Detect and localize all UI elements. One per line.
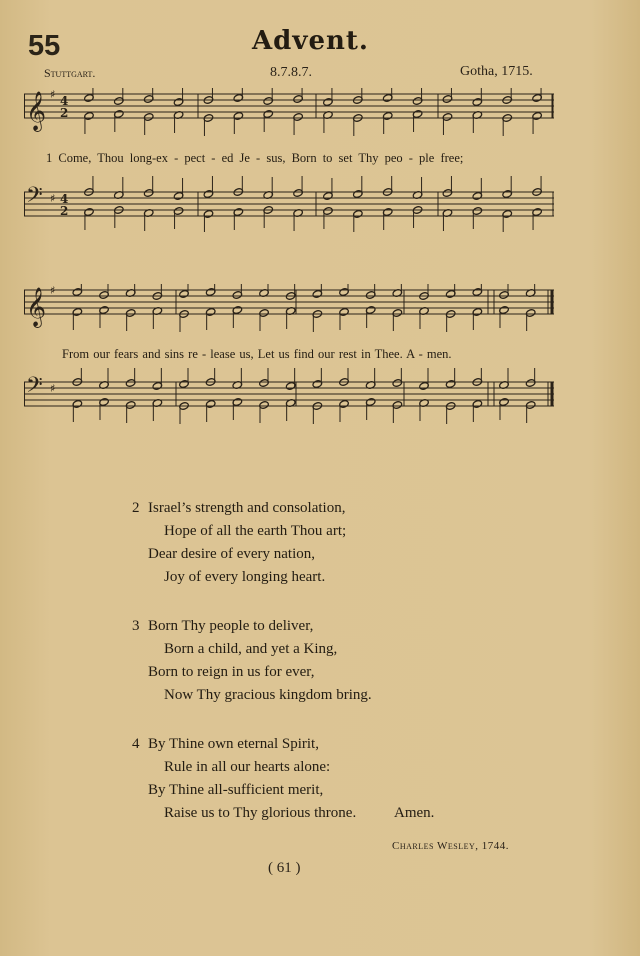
time-signature-glyph: 4 [60,94,69,108]
key-signature-sharp-icon: ♯ [50,192,56,205]
bass-clef-icon: 𝄢 [26,373,43,403]
staff-system-1-treble [24,88,556,144]
author-name: Charles Wesley, [392,840,479,852]
verse-3-line-4: Now Thy gracious kingdom bring. [164,687,372,703]
staff-system-2-bass [24,368,556,442]
verse-3-line-2: Born a child, and yet a King, [164,641,338,657]
verse-3-number: 3 [132,618,140,634]
key-signature-sharp-icon: ♯ [50,284,56,297]
verse-2-line-4: Joy of every longing heart. [164,569,326,585]
verse-4-line-1: By Thine own eternal Spirit, [148,736,319,752]
bass-clef-icon: 𝄢 [26,183,43,213]
verse-4-line-3: By Thine all-sufficient merit, [148,782,324,798]
verse-3-line-1: Born Thy people to deliver, [148,618,314,634]
verse-4-number: 4 [132,736,140,752]
verse-3-line-3: Born to reign in us for ever, [148,664,315,680]
lyrics-line-1: 1 Come, Thou long-ex - pect - ed Je - sus, Born to set Thy peo - ple free; [46,151,464,165]
verse-2-line-3: Dear desire of every nation, [148,546,316,562]
hymn-title: Advent. [252,26,369,56]
key-signature-sharp-icon: ♯ [50,88,56,101]
tune-name: Stuttgart. [44,66,96,80]
staff-system-2-treble [24,284,556,340]
verse-4-amen: Amen. [394,805,435,821]
verse-4-line-2: Rule in all our hearts alone: [164,759,331,775]
tune-source: Gotha, 1715. [460,64,533,79]
verse-2-line-2: Hope of all the earth Thou art; [164,523,347,539]
page-number: ( 61 ) [268,860,301,876]
key-signature-sharp-icon: ♯ [50,382,56,395]
verse-2-number: 2 [132,500,140,516]
author-credit [392,840,509,852]
time-signature-glyph: 4 [60,192,69,206]
treble-clef-icon: 𝄞 [26,287,47,327]
metre: 8.7.8.7. [270,65,312,80]
staff-system-1-bass [24,176,556,246]
time-signature-glyph: 2 [60,106,69,120]
verse-4-line-4: Raise us to Thy glorious throne. [164,805,357,821]
author-year: 1744. [481,840,510,852]
lyrics-line-2: From our fears and sins re - lease us, Let us find our rest in Thee. A - men. [62,347,452,361]
verse-2-line-1: Israel’s strength and consolation, [148,500,346,516]
treble-clef-icon: 𝄞 [26,91,47,131]
time-signature-glyph: 2 [60,204,69,218]
hymn-number: 55 [28,30,61,62]
